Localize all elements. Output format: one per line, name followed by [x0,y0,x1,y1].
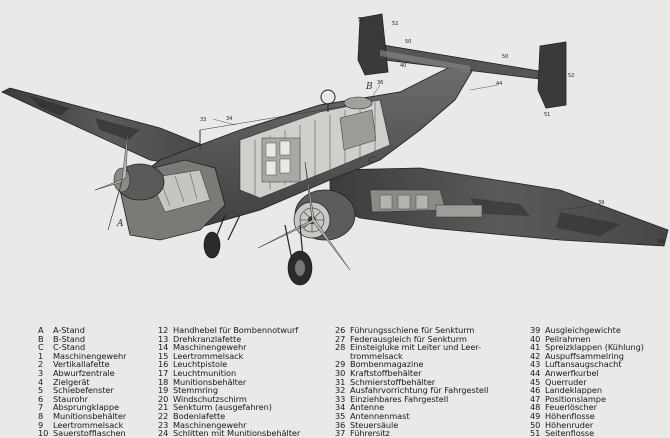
legend-key: 15 [158,350,169,361]
part-label: 51 [358,17,365,23]
legend-text: Kraftstoffbehälter [350,367,422,378]
legend-key: 35 [335,410,346,421]
legend-key: 34 [335,402,346,413]
legend-text: Luftansaugschacht [545,359,622,370]
legend-key: 36 [335,419,346,430]
legend-text: Handhebel für Bombennotwurf [173,325,299,335]
legend-key: 4 [38,376,44,387]
legend-key: 21 [158,402,169,413]
legend-text: Auspuffsammelring [545,350,624,361]
legend-text: Einziehbares Fahrgestell [350,393,449,404]
legend-key: 8 [38,410,44,421]
legend-text: B-Stand [53,333,86,344]
b-stand-turret [344,97,372,109]
legend-text: Anwerfkurbel [545,367,599,378]
legend-text: Steuersäule [350,419,399,430]
legend-text: Landeklappen [545,385,603,396]
right-fin [538,42,566,108]
legend-text: trommelsack [350,350,403,361]
legend-text: Leuchtmunition [173,367,237,378]
legend-key: 1 [38,350,44,361]
legend-text: Antennenmast [350,410,410,421]
legend-key: 2 [38,359,44,370]
legend-text: Schiebefenster [53,385,114,396]
legend-key: 5 [38,385,44,396]
legend-text: Spreizklappen (Kühlung) [545,342,644,353]
direction-finder-loop [321,90,335,104]
legend-key: 42 [530,350,541,361]
legend-text: Maschinengewehr [53,350,127,361]
legend-text: C-Stand [53,342,86,353]
legend-key: 40 [530,333,541,344]
legend-entry [158,429,300,438]
legend-text: Stemmring [173,385,218,396]
legend-key: 12 [158,325,169,335]
legend-key: 51 [530,428,541,438]
legend-key: 13 [158,333,169,344]
legend-text: Schmierstoffbehälter [350,376,436,387]
part-label: 52 [568,73,575,79]
legend-key: 50 [530,419,541,430]
part-label: 33 [200,117,207,123]
legend-key: 32 [335,385,346,396]
legend-text: Absprungklappe [53,402,119,413]
legend-key: 30 [335,367,346,378]
legend-text: Ausfahrvorrichtung für Fahrgestell [350,385,489,396]
legend-key: 17 [158,367,169,378]
legend-text: Seitenflosse [545,428,595,438]
legend-text: Leertrommelsack [53,419,124,430]
legend-key: 43 [530,359,541,370]
legend-text: Staurohr [53,393,88,404]
legend-key: 44 [530,367,541,378]
legend-column-4 [530,326,644,438]
legend-text: Vertikallafette [53,359,110,370]
part-label: 49 [658,239,665,245]
legend-text: Senkturm (ausgefahren) [173,402,272,413]
legend-text: Höhenflosse [545,410,595,421]
label-a-stand: A [117,219,124,229]
legend-text: Feuerlöscher [545,402,597,413]
legend-text: Führungsschiene für Senkturm [350,325,475,335]
part-label: 51 [544,112,551,118]
part-label: 44 [496,81,503,87]
legend-text: Maschinengewehr [173,342,247,353]
legend-column-2 [158,326,300,438]
legend-key: B [38,333,44,344]
legend-text: Munitionsbehälter [53,410,127,421]
legend-key: 3 [38,367,44,378]
legend-key: 28 [335,342,346,353]
legend-text: Einsteigluke mit Leiter und Leer- [350,342,481,353]
legend-text: Schlitten mit Munitionsbehälter [173,428,301,438]
part-label: 52 [392,21,399,27]
legend-text: Antenne [350,402,385,413]
legend-key: 6 [38,393,44,404]
label-c-stand: C [368,156,375,166]
legend-text: Ausgleichgewichte [545,325,621,335]
legend-text: Drehkranzlafette [173,333,242,344]
left-fin [358,14,388,75]
legend-entry [530,429,644,438]
legend-key: A [38,325,44,335]
legend-key: 27 [335,333,346,344]
legend-text: Munitionsbehälter [173,376,247,387]
part-label: 40 [400,63,407,69]
legend-key: 31 [335,376,346,387]
legend-key: 7 [38,402,44,413]
legend-key: 20 [158,393,169,404]
legend-key: 41 [530,342,541,353]
legend-entry [335,429,488,438]
legend-text: Querruder [545,376,587,387]
part-label: 34 [226,116,233,122]
part-label: 39 [598,200,605,206]
legend-key: 49 [530,410,541,421]
legend-key: 19 [158,385,169,396]
legend-key: 29 [335,359,346,370]
legend-text: Windschutzschirm [173,393,247,404]
legend-key: 39 [530,325,541,335]
part-label: 50 [502,54,509,60]
legend-text: A-Stand [53,325,85,335]
legend-key: 23 [158,419,169,430]
legend-text: Abwurfzentrale [53,367,115,378]
legend-entry [38,429,127,438]
legend-column-1 [38,326,127,438]
legend-text: Führersitz [350,428,390,438]
legend-key: 26 [335,325,346,335]
legend-key: 45 [530,376,541,387]
legend-key: 46 [530,385,541,396]
legend-key: 48 [530,402,541,413]
legend-text: Positionslampe [545,393,606,404]
legend-column-3 [335,326,488,438]
legend-text: Höhenruder [545,419,594,430]
landing-gear [215,215,303,260]
legend-text: Sauerstofflaschen [53,428,126,438]
legend-key: 47 [530,393,541,404]
legend-text: Federausgleich für Senkturm [350,333,467,344]
legend-text: Maschinengewehr [173,419,247,430]
legend-key: 16 [158,359,169,370]
part-label: 50 [405,39,412,45]
label-b-stand: B [366,82,373,92]
legend-key: 24 [158,428,169,438]
part-label: 36 [377,80,384,86]
legend-key: 9 [38,419,44,430]
legend-key: 22 [158,410,169,421]
legend-key: 14 [158,342,169,353]
legend-text: Leuchtpistole [173,359,228,370]
legend-text: Leertrommelsack [173,350,244,361]
legend-key: 33 [335,393,346,404]
legend-text: Peilrahmen [545,333,591,344]
legend-text: Bodenlafette [173,410,226,421]
legend-key: 37 [335,428,346,438]
legend-text: Zielgerät [53,376,90,387]
legend-key: 18 [158,376,169,387]
legend-key: C [38,342,44,353]
legend-key: 10 [38,428,49,438]
legend-text: Bombenmagazine [350,359,424,370]
